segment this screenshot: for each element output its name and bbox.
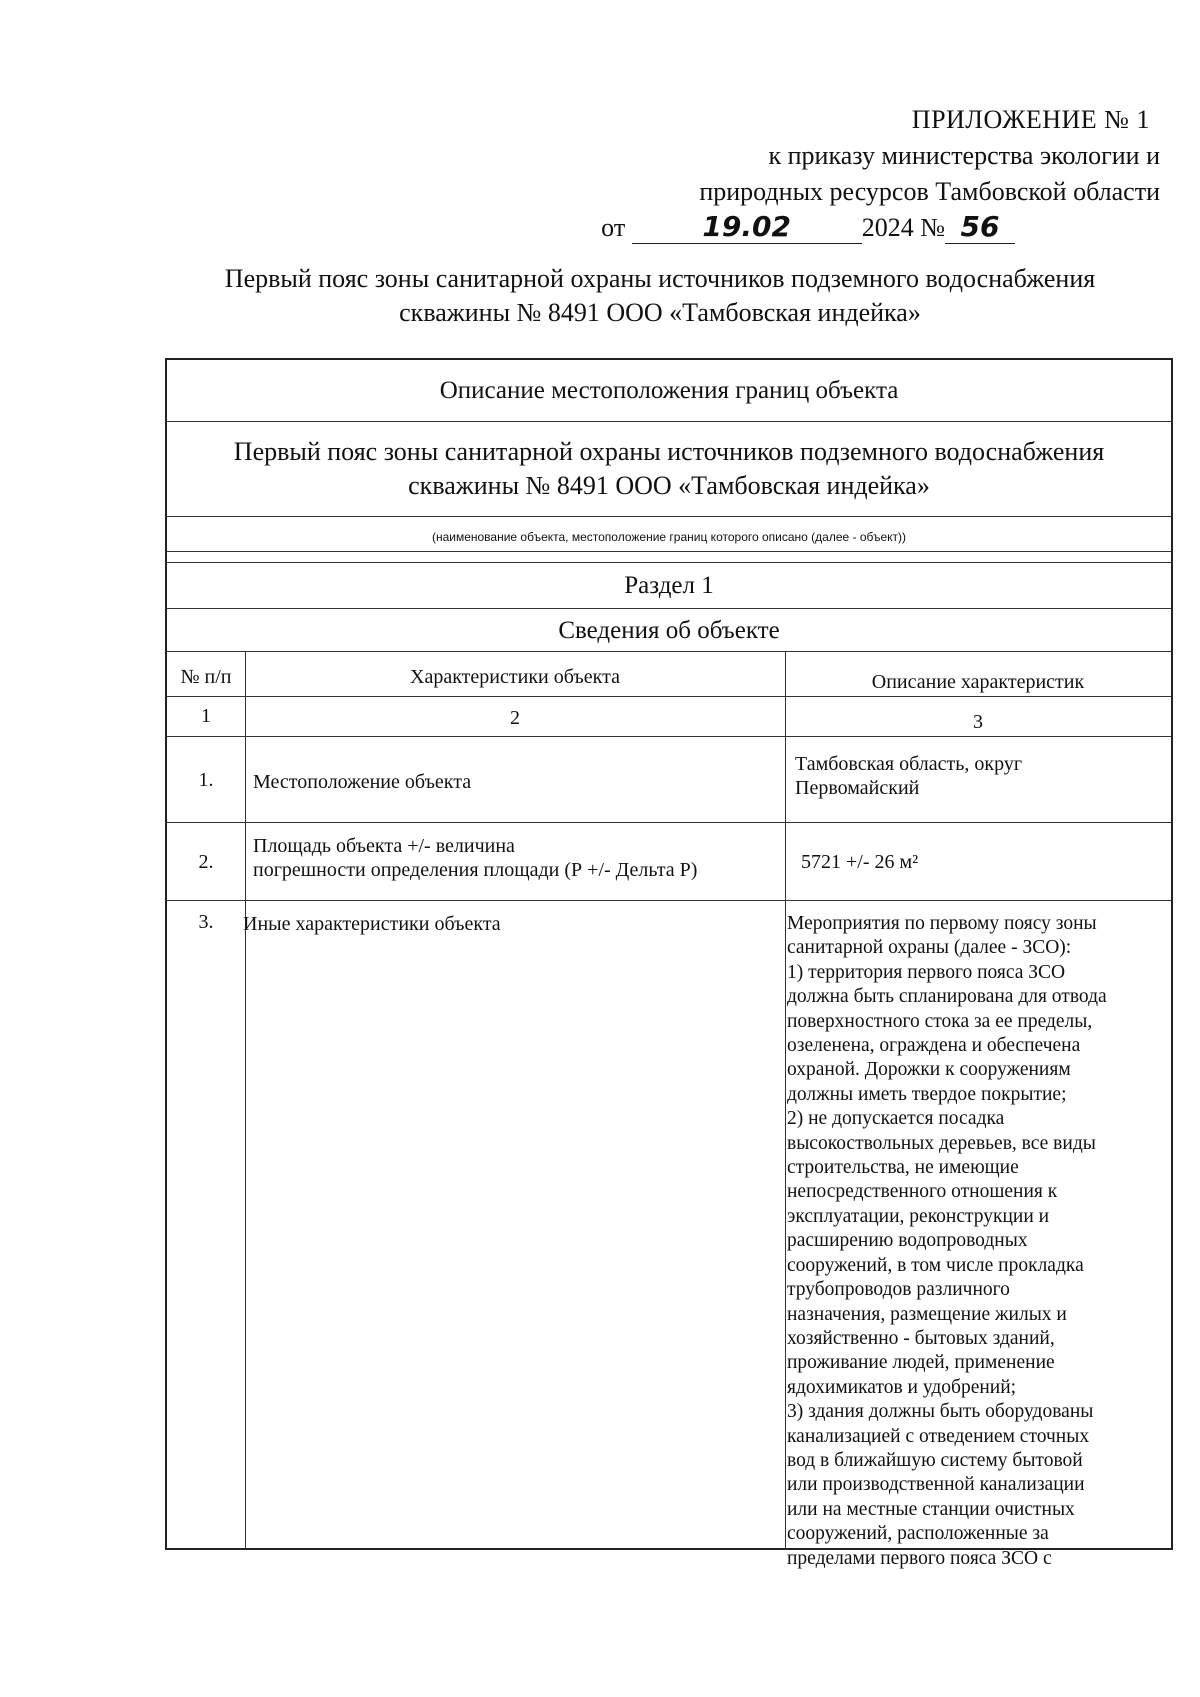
appendix-date-line [600, 210, 1160, 246]
row-2-characteristic-line-1: Площадь объекта +/- величина [253, 835, 515, 857]
row-3-description-line: расширению водопроводных [787, 1230, 1028, 1252]
handwritten-date: 19.02 [632, 211, 862, 244]
column-number-1: 1 [201, 705, 211, 727]
row-3-description-line: охраной. Дорожки к сооружениям [787, 1059, 1071, 1081]
row-3-description-line: пределами первого пояса ЗСО с [787, 1547, 1052, 1569]
object-name-caption: (наименование объекта, местоположение границ которого описано (далее - объект)) [167, 517, 1171, 552]
boundary-description-table [165, 358, 1173, 1569]
row-3-description-line: 1) территория первого пояса ЗСО [787, 961, 1066, 983]
row-3-description-line: непосредственного отношения к [787, 1181, 1058, 1203]
row-3-description-line: или на местные станции очистных [787, 1498, 1075, 1520]
row-3-description-line: 2) не допускается посадка [787, 1108, 1005, 1130]
row-3-description-line: хозяйственно - бытовых зданий, [787, 1327, 1055, 1349]
row-2-characteristic-line-2: погрешности определения площади (Р +/- Дельта Р) [253, 859, 698, 881]
row-3-description-line: эксплуатации, реконструкции и [787, 1205, 1050, 1227]
column-number-2: 2 [510, 707, 520, 729]
row-3-description-line: должны иметь твердое покрытие; [787, 1083, 1067, 1105]
table-heading: Описание местоположения границ объекта [167, 360, 1171, 422]
row-3-characteristic: Иные характеристики объекта [243, 913, 501, 935]
handwritten-number: 56 [945, 211, 1015, 244]
row-1-description-line-2: Первомайский [795, 777, 920, 799]
row-3-description-line: строительства, не имеющие [787, 1157, 1019, 1179]
row-3-description-line: назначения, размещение жилых и [787, 1303, 1067, 1325]
column-header-number: № п/п [180, 666, 232, 688]
row-3-description-line: или производственной канализации [787, 1474, 1085, 1496]
row-1-characteristic: Местоположение объекта [253, 771, 472, 793]
row-3-description-line: должна быть спланирована для отвода [787, 986, 1107, 1008]
appendix-line-1: к приказу министерства экологии и [768, 141, 1160, 170]
row-divider-1 [167, 822, 1171, 823]
row-divider-numbers [167, 736, 1171, 737]
row-3-description-line: поверхностного стока за ее пределы, [787, 1010, 1093, 1032]
row-1-description [795, 752, 1165, 800]
row-1-description-line-1: Тамбовская область, округ [795, 753, 1023, 775]
section-label: Раздел 1 [167, 563, 1171, 609]
row-3-description-line: 3) здания должны быть оборудованы [787, 1401, 1094, 1423]
row-2-number: 2. [198, 851, 214, 873]
row-3-description-line: проживание людей, применение [787, 1352, 1055, 1374]
appendix-title: ПРИЛОЖЕНИЕ № 1 [911, 105, 1150, 134]
row-3-description [787, 912, 1171, 1571]
row-3-description-line: санитарной охраны (далее - ЗСО): [787, 937, 1072, 959]
document-title-line-2: скважины № 8491 ООО «Тамбовская индейка» [399, 298, 921, 327]
column-divider-2 [785, 652, 786, 1550]
row-3-description-line: высокоствольных деревьев, все виды [787, 1132, 1096, 1154]
date-prefix: от [601, 213, 626, 242]
column-number-3: 3 [973, 711, 983, 733]
object-name-line-1: Первый пояс зоны санитарной охраны источников подземного водоснабжения [233, 437, 1105, 466]
row-divider-header [167, 696, 1171, 697]
row-3-description-line: трубопроводов различного [787, 1279, 1010, 1301]
row-3-description-line: Мероприятия по первому поясу зоны [787, 913, 1097, 934]
row-divider-2 [167, 900, 1171, 901]
section-title: Сведения об объекте [167, 609, 1171, 652]
row-2-description: 5721 +/- 26 м² [801, 851, 919, 873]
spacer-row [167, 552, 1171, 563]
appendix-line-2: природных ресурсов Тамбовской области [699, 177, 1160, 206]
object-name-line-2: скважины № 8491 ООО «Тамбовская индейка» [408, 471, 930, 500]
row-3-description-line: сооружений, в том числе прокладка [787, 1254, 1084, 1276]
row-3-number: 3. [198, 911, 214, 933]
row-1-number: 1. [198, 769, 214, 791]
row-3-description-line: вод в ближайшую систему бытовой [787, 1449, 1083, 1471]
row-3-description-line: канализацией с отведением сточных [787, 1425, 1090, 1447]
document-title [170, 262, 1150, 330]
row-3-description-line: озеленена, ограждена и обеспечена [787, 1035, 1081, 1057]
column-header-characteristic: Характеристики объекта [410, 666, 620, 688]
document-title-line-1: Первый пояс зоны санитарной охраны источников подземного водоснабжения [224, 264, 1096, 293]
row-3-description-line: ядохимикатов и удобрений; [787, 1376, 1017, 1398]
appendix-header [600, 102, 1160, 246]
column-header-description: Описание характеристик [871, 671, 1085, 693]
year-text: 2024 № [861, 213, 945, 242]
object-name [167, 422, 1171, 517]
row-3-description-line: сооружений, расположенные за [787, 1523, 1049, 1545]
column-divider-1 [245, 652, 246, 1550]
row-2-characteristic [253, 834, 781, 882]
